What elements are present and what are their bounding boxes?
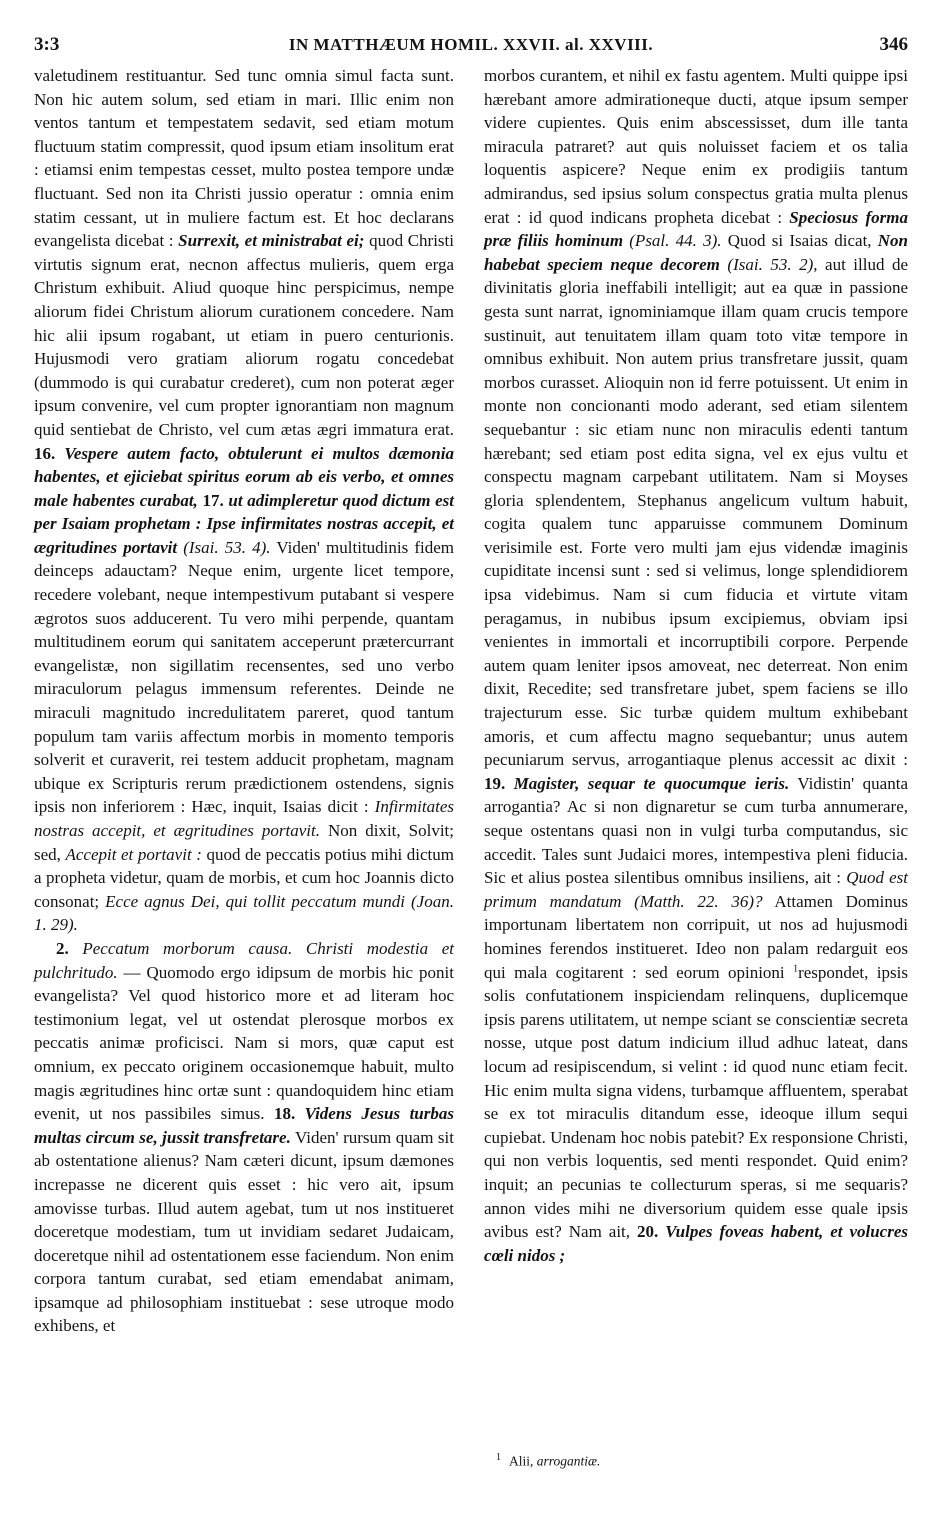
scripture-quote: Magister, sequar te quocumque ieris. xyxy=(505,773,790,793)
body-text: quod Christi virtutis signum erat, necnon affectus mulieris, quem erga Christum exhibuit. Aliud quoque hinc perspicimus, nempe aliorum fidei Christum aliorum curationem concedere. Nam hic alii ipsum rogabant, ut etiam in puero centurionis. Hujusmodi vero gratiam aliorum rogatu concedebat (dummodo is qui curabatur crederet), cum non poterat æger ipsum convenire, vel cum propter ignorantiam non magnum quid sentiebat de Christo, vel cum ætas ægri immatura erat. xyxy=(34,231,454,439)
scripture-quote: ut adimpleretur quod dictum est per Isaiam prophetam : Ipse infirmitates nostras accepit, et ægritudines portavit xyxy=(34,490,455,557)
scripture-quote: Vulpes foveas habent, et volucres cœli nidos ; xyxy=(484,1222,908,1265)
verse-number: 20. xyxy=(637,1222,659,1242)
paragraph-continuation xyxy=(484,64,908,1267)
body-text: Non dixit, Solvit; sed, xyxy=(34,821,454,864)
body-text: Viden' rursum quam sit ab ostentatione alienus? Nam cæteri dicunt, ipsum dæmones increpasse ne dicerent quis esset : hic vero ait, ipsum amovisse turbas. Illud autem agebat, tum ut nos institueret doceretque modestiam, tum ut invidiam sedaret Judaicam, doceretque nihil ad ostentationem esse faciendum. Non enim corpora tantum curabat, sed etiam emendabat animam, ipsamque ad philosophiam instituebat : sese utroque modo exhibens, et xyxy=(34,1127,454,1336)
section-heading: Peccatum morborum causa. Christi modestia et pulchritudo. xyxy=(34,938,454,982)
scripture-reference: (Isai. 53. 2), xyxy=(719,254,818,274)
scripture-quote: Surrexit, et ministrabat ei; xyxy=(178,231,365,251)
verse-number: 17. xyxy=(197,490,224,510)
scripture-quote: Vespere autem facto, obtulerunt ei multos dæmonia habentes, et ejiciebat spiritus eorum ab eis verbo, et omnes male habentes curabat, xyxy=(34,443,454,510)
scripture-quote: Accepit et portavit : xyxy=(65,844,202,864)
footnote-mark: 1 xyxy=(496,1452,501,1463)
scripture-reference: (Joan. 1. 29). xyxy=(34,891,454,935)
scripture-quote: Ecce agnus Dei, qui tollit peccatum mundi xyxy=(105,891,406,911)
right-page-number: 346 xyxy=(879,34,908,55)
scripture-reference: (Matth. 22. 36)? xyxy=(621,891,763,911)
left-page-number: 3:3 xyxy=(34,34,60,55)
running-header xyxy=(34,34,908,58)
scripture-reference: (Isai. 53. 4). xyxy=(177,537,271,557)
verse-number: 18. xyxy=(273,1104,296,1124)
scripture-quote: Speciosus forma præ filiis hominum xyxy=(484,207,908,251)
footnote xyxy=(496,1452,896,1470)
footnote-text: Alii, xyxy=(509,1453,537,1469)
verse-number: 19. xyxy=(484,773,506,793)
body-text: Vidistin' quanta arrogantia? Ac si non dignaretur se cum turba annumerare, seque ostentans quasi non in vulgi turba computandus, sic accedit. Tales sunt Judaici mores, intempestiva pleni fiducia. Sic et alius postea silentibus omnibus insiliens, ait : xyxy=(484,773,908,888)
scripture-quote: Quod est primum mandatum xyxy=(484,868,908,911)
body-text: Attamen Dominus importunam libertatem non corripuit, ut nos ad hujusmodi homines ferendos institueret. Ideo non palam redarguit eos qui mala cogitarent : sed eorum opinioni xyxy=(484,891,908,982)
body-text: quod de peccatis potius mihi dictum a propheta videtur, quam de morbis, et cum hoc Joannis dicto consonat; xyxy=(34,844,454,911)
section-number: 2. xyxy=(56,938,69,958)
paragraph-continuation xyxy=(34,64,454,937)
body-text: — Quomodo ergo idipsum de morbis hic ponit evangelista? Vel quod historico more et ad literam hoc testimonium legat, vel ut ostendat plerosque morbos ex peccatis animæ proficisci. Nam si mors, quæ caput est omnium, ex peccato originem occasionemque habuit, multo magis ægritudines hinc ortæ sunt : quandoquidem hinc etiam evenit, ut nos passibiles simus. xyxy=(34,962,454,1124)
scripture-quote: Non habebat speciem neque decorem xyxy=(484,231,909,274)
right-column xyxy=(484,64,908,1267)
body-text: Viden' multitudinis fidem deinceps adauctam? Neque enim, urgente licet tempore, recedere volebant, neque intempestivum putabant si vespere ægrotos suos adducerent. Tu vero mihi perpende, quantam multitudinem eorum qui sanitatem acceperunt prætercurrant evangelistæ, non sigillatim recensentes, sed uno verbo miraculorum pelagus immensum referentes. Deinde ne miraculi magnitudo incredulitatem pareret, quod tantum populum tam variis affectum morbis in momento temporis solverit et curaverit, rei testem adducit prophetam, magnam ubique ex Scripturis rerum prædictionem ostendens, signis ipsis non inferiorem : Hæc, inquit, Isaias dicit : xyxy=(34,537,454,817)
body-text: morbos curantem, et nihil ex fastu agentem. Multi quippe ipsi hærebant amore admirationeque ducti, atque ipsum semper videre cupientes. Quis enim abscessisset, dum ille tanta miracula patraret? aut quis noluisset faciem et os talia loquentis aspicere? Neque enim ex prodigiis tantum admirandus, sed ipsius solum conspectus gratia multa plenus erat : id quod indicans propheta dicebat : xyxy=(484,66,908,227)
paragraph-section-2 xyxy=(34,937,454,1338)
verse-number: 16. xyxy=(34,443,56,463)
body-text: Quod si Isaias dicat, xyxy=(721,231,878,251)
footnote-variant: arrogantiæ. xyxy=(536,1453,601,1469)
body-text: respondet, ipsis solis confutationem inspiciendam relinquens, duplicemque ipsis parens utilitatem, ut nempe sciant se conscientiæ secreta nosse, utque post datum indicium illud adhuc lateat, dans locum ad resipiscendum, si velint : id quod nunc etiam fecit. Hic enim multa signa videns, turbamque affluentem, sperabat se ex tot miraculis ditandum esse, ideoque illum sequi cupiebat. Undenam hoc nobis patebit? Ex responsione Christi, qui non verbis loquentis, sed menti respondet. Quid enim? inquit; an pecunias te collecturum speras, si me sequaris? annon vides mihi ne diversorium quidem esse quale ipsis avibus est? Nam ait, xyxy=(484,962,908,1242)
scripture-quote: Infirmitates nostras accepit, et ægritudines portavit. xyxy=(34,797,454,840)
scripture-reference: (Psal. 44. 3). xyxy=(623,231,722,251)
scripture-quote: Videns Jesus turbas multas circum se, jussit transfretare. xyxy=(34,1104,454,1147)
body-text: valetudinem restituantur. Sed tunc omnia simul facta sunt. Non hic autem solum, sed etiam in mari. Illic enim non ventos tantum et tempestatem sedavit, sed etiam motum fluctuum statim compressit, quod ipsum etiam insolitum erat : etiamsi enim tempestas cesset, multo postea tempore undæ fluctuant. Sed non ita Christi jussio operatur : omnia enim statim cessant, ut in muliere factum est. Et hoc declarans evangelista dicebat : xyxy=(34,66,454,251)
running-title: IN MATTHÆUM HOMIL. XXVII. al. XXVIII. xyxy=(288,35,654,54)
footnote-reference[interactable]: 1 xyxy=(793,962,799,974)
body-text: aut illud de divinitatis gloria ineffabili intelligit; aut ea quæ in passione gesta sunt narrat, ignominiamque illam quam crucis tempore sustinuit, aut tenuitatem illam quam toto vitæ tempore in omnibus exhibuit. Non autem prius transfretare jussit, quam morbos curasset. Alioquin non id ferre potuissent. Ut enim in monte non concionanti modo aderant, sed etiam silentem sequebantur : sic etiam nunc non miraculis edenti tantum hærebant; sed etiam post edita signa, vel ex ejus vultu et conspectu magnam carpebant utilitatem. Nam si Moyses gloria splendentem, Stephanus angelicum vultum habuit, cogita qualem tunc apparuisse communem Dominum verisimile est. Forte vero multi jam ejus videndæ imaginis cupiditate incensi sunt : sed si velimus, longe splendidiorem ipsa videbimus. Nam si cum fiducia et virtute vitam peragamus, in nubibus ipsum excipiemus, obviam ipsi venientes in immortali et incorruptibili corpore. Perpende autem quam leniter ipsos amoveat, nec deterreat. Non enim dixit, Recedite; sed transfretare jubet, spem faciens se illo trajecturum esse. Sic turbæ quidem multum exhibebant amoris, et cum affectu magno sequebantur; unus autem pecuniarum servus, arrogantiaque plenus accessit ac dixit : xyxy=(484,254,909,770)
left-column xyxy=(34,64,454,1338)
